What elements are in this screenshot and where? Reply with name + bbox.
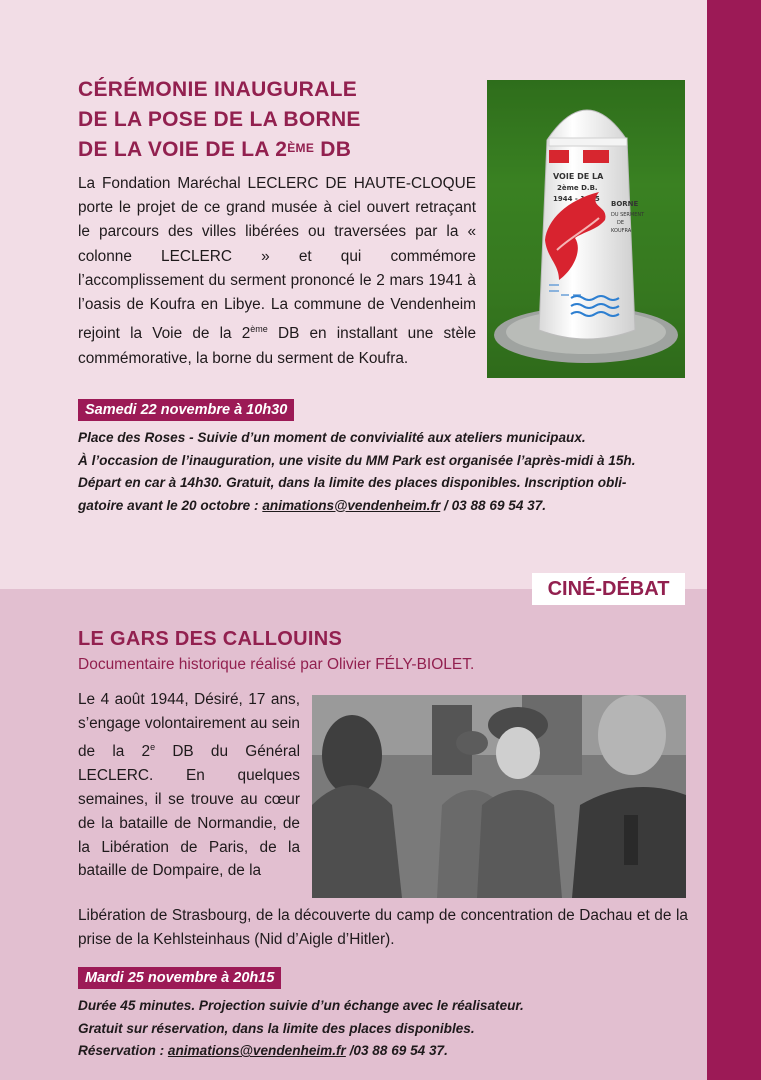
- film-description: [78, 688, 300, 883]
- film-description-continued: Libération de Strasbourg, de la découverte du camp de concentration de Dachau et de la prise de la Kehlsteinhaus (Nid d’Aigle d’Hitler).: [78, 907, 688, 948]
- description-superscript: e: [150, 741, 156, 752]
- film-info: [78, 995, 688, 1063]
- inauguration-description: [78, 172, 476, 371]
- info-text: Place des Roses - Suivie d’un moment de convivialité aux ateliers municipaux.: [78, 430, 586, 445]
- info-text: À l’occasion de l’inauguration, une visite du MM Park est organisée l’après-midi à 15h.: [78, 452, 636, 468]
- phone-text: / 03 88 69 54 37.: [440, 497, 547, 513]
- title-line: DE LA POSE DE LA BORNE: [78, 108, 361, 131]
- borne-photo: [487, 80, 685, 378]
- stone-text: 2ème D.B.: [557, 184, 598, 192]
- inauguration-date-badge: Samedi 22 novembre à 10h30: [78, 399, 294, 421]
- film-date-badge: Mardi 25 novembre à 20h15: [78, 967, 281, 989]
- inauguration-info: [78, 427, 688, 517]
- description-text: DB du Général LECLERC. En quelques semaines, il se trouve au cœur de la bataille de Normandie, de la Libération de Paris, de la bataille de Dompaire, de la: [78, 742, 300, 880]
- title-superscript: ÈME: [287, 141, 315, 155]
- title-line-suffix: DB: [314, 138, 352, 161]
- inauguration-title: [78, 75, 361, 165]
- stone-text: KOUFRA: [611, 228, 632, 234]
- info-text: Gratuit sur réservation, dans la limite des places disponibles.: [78, 1020, 475, 1036]
- side-band: [707, 0, 761, 1080]
- cine-debat-tag: CINÉ-DÉBAT: [532, 573, 685, 605]
- soldiers-photo: [312, 695, 686, 898]
- title-line: DE LA VOIE DE LA 2: [78, 138, 288, 161]
- borne-illustration: [487, 80, 685, 378]
- stone-text: BORNE: [611, 200, 639, 208]
- email-link[interactable]: animations@vendenheim.fr: [167, 1043, 346, 1058]
- description-text: Le 4 août 1944, Désiré, 17 ans, s’engage volontairement au sein de la 2: [78, 691, 300, 760]
- stone-text: DU SERMENT: [611, 212, 645, 218]
- description-superscript: ème: [250, 324, 268, 335]
- film-title: LE GARS DES CALLOUINS: [78, 628, 343, 650]
- stone-text: DE: [617, 220, 625, 226]
- phone-text: /03 88 69 54 37.: [345, 1043, 448, 1058]
- info-text: Réservation :: [78, 1043, 168, 1058]
- description-text: DB en installant une stèle commémorative, la borne du serment de Koufra.: [78, 325, 476, 367]
- info-text: Durée 45 minutes. Projection suivie d’un échange avec le réalisateur.: [78, 998, 524, 1013]
- soldiers-illustration: [312, 695, 686, 898]
- email-link[interactable]: animations@vendenheim.fr: [262, 497, 441, 513]
- description-text: La Fondation Maréchal LECLERC DE HAUTE-CLOQUE porte le projet de ce grand musée à ciel ouvert retraçant le parcours des villes libérées ou traversées par la « colonne LECLERC » et qui commémore l’accomplissement du serment prononcé le 2 mars 1941 à l’oasis de Koufra en Libye. La commune de Vendenheim rejoint la Voie de la 2: [78, 175, 476, 343]
- title-line: CÉRÉMONIE INAUGURALE: [78, 78, 358, 101]
- info-text: gatoire avant le 20 octobre :: [78, 497, 263, 513]
- stone-text: 1944 - 1945: [553, 195, 600, 203]
- stone-text: VOIE DE LA: [553, 172, 604, 181]
- film-subtitle: Documentaire historique réalisé par Olivier FÉLY-BIOLET.: [78, 656, 475, 673]
- info-text: Départ en car à 14h30. Gratuit, dans la limite des places disponibles. Inscription obli-: [78, 475, 627, 490]
